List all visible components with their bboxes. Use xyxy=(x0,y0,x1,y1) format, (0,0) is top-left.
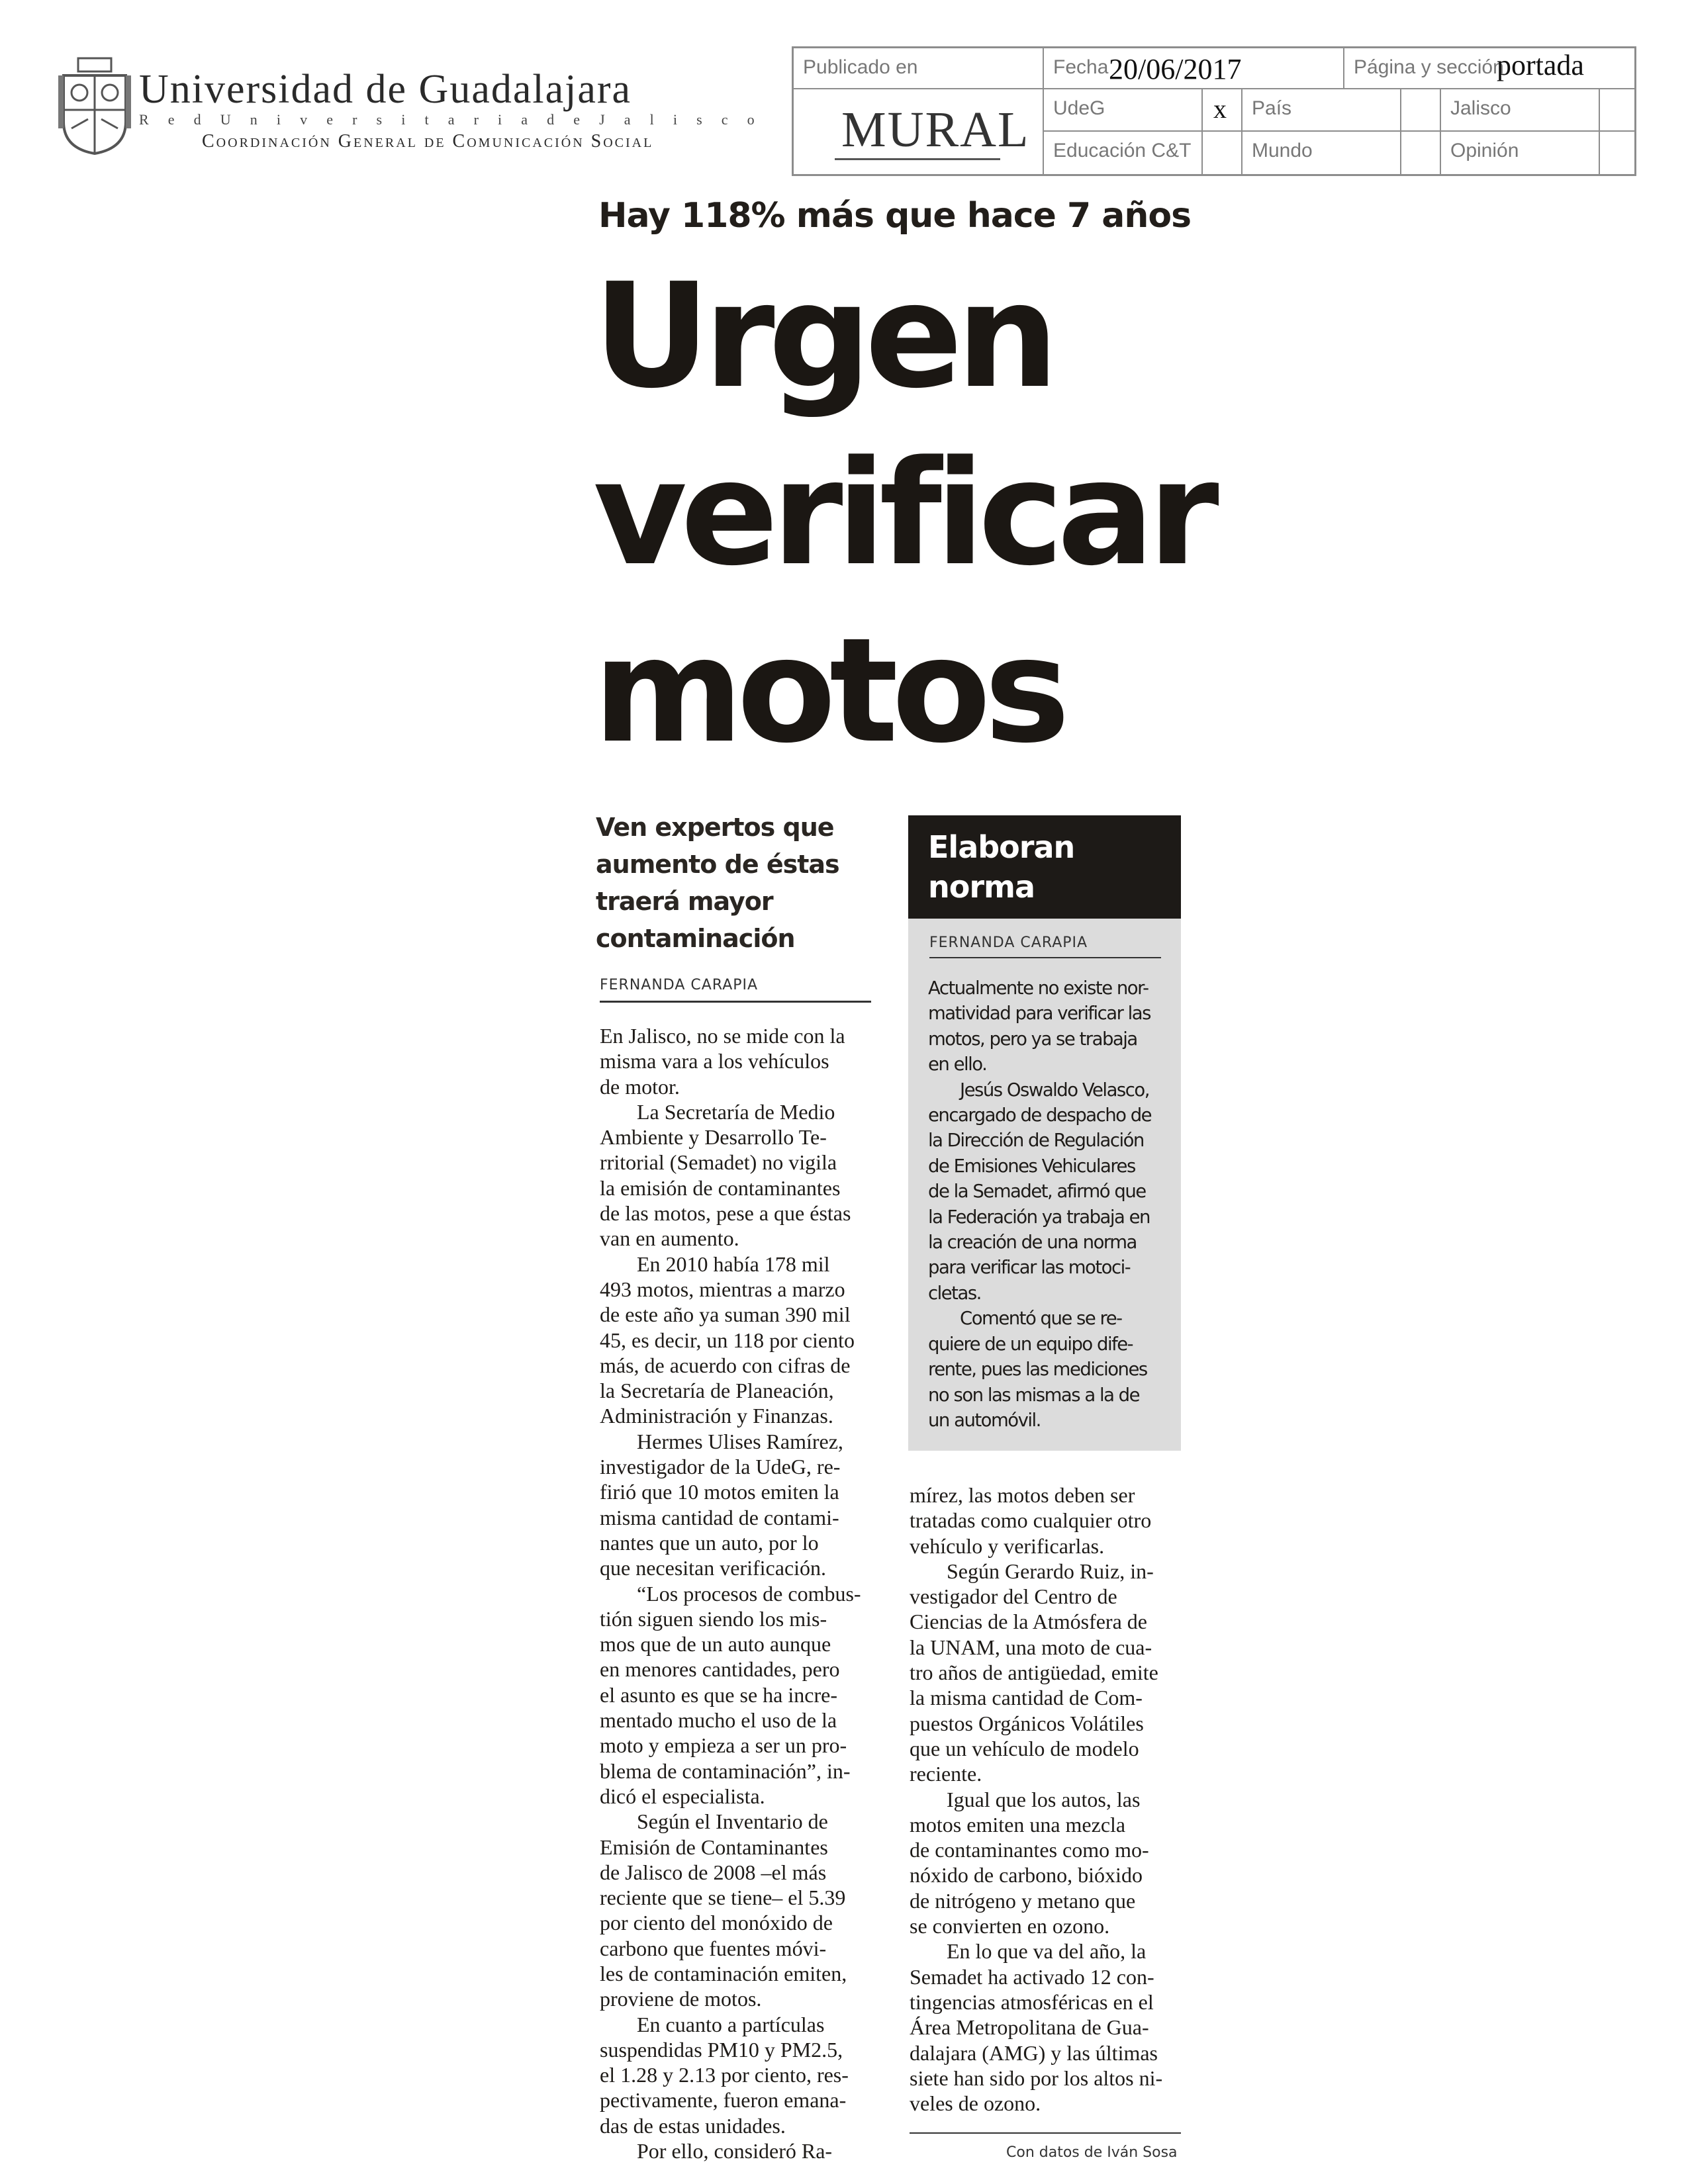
section-mundo: Mundo xyxy=(1243,132,1401,174)
col2-paragraph: mírez, las motos deben ser tratadas como cualquier otro vehículo y verificarlas. xyxy=(910,1483,1152,1558)
col2-paragraph: Según Gerardo Ruiz, in- vestigador del Centro de Ciencias de la Atmósfera de la UNAM, una moto de cua- tro años de antigüedad, emite la misma cantidad de Com- puestos Orgánicos Volátiles que un vehículo de modelo reciente. xyxy=(910,1559,1158,1786)
network-letter: U xyxy=(220,111,231,128)
university-crest-logo xyxy=(58,56,131,155)
network-letter: t xyxy=(424,111,429,128)
network-letter: J xyxy=(599,111,605,128)
network-letter: o xyxy=(747,111,755,128)
publication-logo-underline xyxy=(835,158,1000,160)
publication-info-table xyxy=(792,46,1636,176)
network-letter: l xyxy=(649,111,654,128)
network-letter: s xyxy=(376,111,383,128)
col1-paragraph: En 2010 había 178 mil 493 motos, mientras a marzo de este año ya suman 390 mil 45, es decir, un 118 por ciento más, de acuerdo con cifras de la Secretaría de Planeación, Administración y Finanzas. xyxy=(600,1251,855,1428)
section-opinion-check xyxy=(1600,132,1634,174)
byline-rule xyxy=(600,1001,871,1003)
article-credit: Con datos de Iván Sosa xyxy=(1006,2144,1178,2161)
network-letter: e xyxy=(326,111,333,128)
network-letter: i xyxy=(276,111,281,128)
sidebar-paragraph: Comentó que se re- quiere de un equipo dife- rente, pues las mediciones no son las mismas a la de un automóvil. xyxy=(928,1308,1147,1431)
date-value: 20/06/2017 xyxy=(1109,53,1242,85)
network-letter: e xyxy=(167,111,175,128)
sidebar-byline: FERNANDA CARAPIA xyxy=(929,934,1088,951)
checked-mark: x xyxy=(1213,94,1227,124)
section-mundo-check xyxy=(1401,132,1441,174)
network-letter: d xyxy=(547,111,555,128)
network-letter: i xyxy=(673,111,677,128)
col1-paragraph: Hermes Ulises Ramírez, investigador de la UdeG, re- firió que 10 motos emiten la misma cantidad de contami- nantes que un auto, por lo que necesitan verificación. xyxy=(600,1429,843,1580)
headline-line-2: verificar xyxy=(593,430,1213,598)
network-letter: a xyxy=(521,111,528,128)
page-value: portada xyxy=(1497,49,1584,81)
headline-line-1: Urgen xyxy=(593,253,1053,420)
credit-rule xyxy=(910,2132,1181,2134)
col1-paragraph: “Los procesos de combus- tión siguen siendo los mis- mos que de un auto aunque en menores cantidades, pero el asunto es que se ha incre- mentado mucho el uso de la moto y empieza a ser un pro- blema de contaminación”, in- dicó el especialista. xyxy=(600,1581,861,1808)
network-letter: c xyxy=(721,111,728,128)
network-letter: a xyxy=(447,111,455,128)
article-subhead: Ven expertos que aumento de éstas traerá mayor contaminación xyxy=(596,813,839,953)
col1-paragraph: La Secretaría de Medio Ambiente y Desarrollo Te- rritorial (Semadet) no vigila la emisión de contaminantes de las motos, pese a que éstas van en aumento. xyxy=(600,1099,851,1251)
sidebar-title: Elaboran norma xyxy=(928,829,1075,905)
article-byline: FERNANDA CARAPIA xyxy=(600,977,759,993)
network-letter: r xyxy=(352,111,357,128)
date-label: Fecha xyxy=(1053,56,1109,78)
headline-line-3: motos xyxy=(593,608,1064,775)
article-column-2 xyxy=(910,1482,1188,2116)
network-letter: i xyxy=(401,111,406,128)
section-jalisco-check xyxy=(1600,89,1634,132)
network-letter: d xyxy=(193,111,201,128)
section-educacion-check xyxy=(1203,132,1243,174)
col1-paragraph: En cuanto a partículas suspendidas PM10 y PM2.5, el 1.28 y 2.13 por ciento, res- pectivamente, fueron emana- das de estas unidades. xyxy=(600,2012,849,2138)
col1-paragraph: Por ello, consideró Ra- xyxy=(637,2139,833,2163)
university-name: Universidad de Guadalajara xyxy=(139,67,632,112)
sidebar-byline-rule xyxy=(929,957,1161,958)
section-jalisco: Jalisco xyxy=(1441,89,1600,132)
section-pais-check xyxy=(1401,89,1441,132)
network-letter: v xyxy=(300,111,308,128)
section-pais: País xyxy=(1243,89,1401,132)
page-label: Página y sección xyxy=(1354,56,1504,78)
university-network xyxy=(139,111,755,128)
col2-paragraph: En lo que va del año, la Semadet ha activado 12 con- tingencias atmosféricas en el Área Metropolitana de Gua- dalajara (AMG) y las últimas siete han sido por los altos ni- veles de ozono. xyxy=(910,1939,1163,2116)
network-letter: a xyxy=(624,111,631,128)
coordination-name: Coordinación General de Comunicación Social xyxy=(202,131,654,152)
article-kicker: Hay 118% más que hace 7 años xyxy=(598,196,1192,236)
sidebar-paragraph: Jesús Oswaldo Velasco, encargado de despacho de la Dirección de Regulación de Emisiones Vehiculares de la Semadet, afirmó que la Federación ya trabaja en la creación de una norma para verificar las motoci- cletas. xyxy=(928,1079,1152,1304)
section-opinion: Opinión xyxy=(1441,132,1600,174)
sidebar-paragraph: Actualmente no existe nor- matividad para verificar las motos, pero ya se trabaja en ello. xyxy=(928,978,1150,1075)
col1-paragraph: En Jalisco, no se mide con la misma vara a los vehículos de motor. xyxy=(600,1024,845,1099)
network-letter: s xyxy=(696,111,702,128)
article-column-1 xyxy=(600,1023,876,2163)
network-letter: e xyxy=(573,111,580,128)
section-educacion: Educación C&T xyxy=(1044,132,1203,174)
publication-logo: MURAL xyxy=(841,102,1030,158)
network-letter: i xyxy=(498,111,502,128)
published-label: Publicado en xyxy=(794,48,1044,89)
section-udeg: UdeG xyxy=(1044,89,1203,132)
sidebar-body xyxy=(928,976,1166,1433)
network-letter: r xyxy=(473,111,479,128)
network-letter: n xyxy=(250,111,258,128)
page-cell xyxy=(1344,48,1634,89)
col1-paragraph: Según el Inventario de Emisión de Contaminantes de Jalisco de 2008 –el más reciente que se tiene– el 5.39 por ciento del monóxido de carbono que fuentes móvi- les de contaminación emiten, proviene de motos. xyxy=(600,1809,847,2011)
network-letter: R xyxy=(139,111,149,128)
col2-paragraph: Igual que los autos, las motos emiten una mezcla de contaminantes como mo- nóxido de carbono, bióxido de nitrógeno y metano que se convierten en ozono. xyxy=(910,1787,1149,1938)
